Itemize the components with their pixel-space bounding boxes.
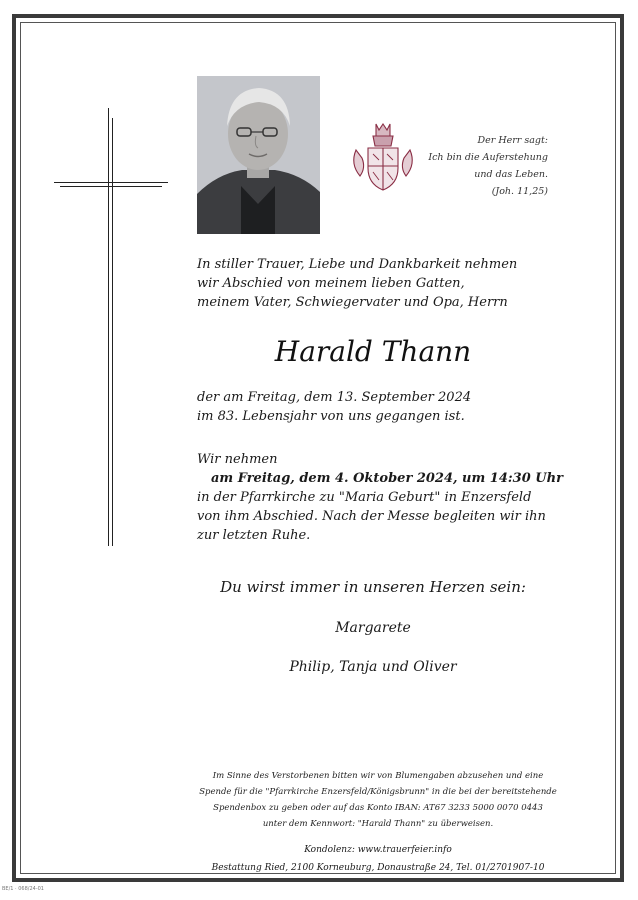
funeral-details: [197, 450, 563, 545]
bible-quote-reference: (Joh. 11,25): [491, 186, 548, 197]
mourner-spouse: Margarete: [335, 620, 411, 636]
footer: [190, 841, 566, 877]
donation-line: unter dem Kennwort: "Harald Thann" zu überweisen.: [262, 819, 494, 829]
portrait-photo: [197, 76, 320, 234]
intro-line: In stiller Trauer, Liebe und Dankbarkeit nehmen: [197, 257, 518, 272]
undertaker-info: Bestattung Ried, 2100 Korneuburg, Donaustraße 24, Tel. 01/2701907-10: [211, 863, 545, 873]
bible-quote-line: Ich bin die Auferstehung: [428, 152, 548, 163]
funeral-line: in der Pfarrkirche zu "Maria Geburt" in Enzersfeld: [197, 490, 532, 505]
donation-notice: [190, 768, 566, 832]
death-notice: [197, 388, 549, 426]
funeral-lead: Wir nehmen: [197, 452, 278, 467]
intro-line: wir Abschied von meinem lieben Gatten,: [197, 276, 465, 291]
donation-line: Spende für die "Pfarrkirche Enzersfeld/Königsbrunn" in die bei der bereitstehende: [199, 787, 557, 797]
closing-quote: Du wirst immer in unseren Herzen sein:: [220, 578, 526, 596]
death-line: der am Freitag, dem 13. September 2024: [197, 390, 472, 405]
bible-quote-line: und das Leben.: [474, 169, 548, 180]
intro-line: meinem Vater, Schwiegervater und Opa, Herrn: [197, 295, 508, 310]
bible-quote: [408, 132, 548, 200]
bible-quote-line: Der Herr sagt:: [477, 135, 548, 146]
death-line: im 83. Lebensjahr von uns gegangen ist.: [197, 409, 465, 424]
donation-line: Im Sinne des Verstorbenen bitten wir von Blumengaben abzusehen und eine: [212, 771, 544, 781]
funeral-line: von ihm Abschied. Nach der Messe begleiten wir ihn: [197, 509, 546, 524]
condolence-link[interactable]: Kondolenz: www.trauerfeier.info: [304, 845, 452, 855]
mourner-family: Philip, Tanja und Oliver: [289, 659, 457, 675]
funeral-line: zur letzten Ruhe.: [197, 528, 311, 543]
print-code: BE/1 · 068/24-01: [2, 886, 44, 892]
funeral-date: am Freitag, dem 4. Oktober 2024, um 14:30 Uhr: [211, 471, 563, 486]
deceased-name: Harald Thann: [274, 335, 472, 368]
donation-line: Spendenbox zu geben oder auf das Konto IBAN: AT67 3233 5000 0070 0443: [213, 803, 543, 813]
intro-text: [197, 255, 549, 312]
